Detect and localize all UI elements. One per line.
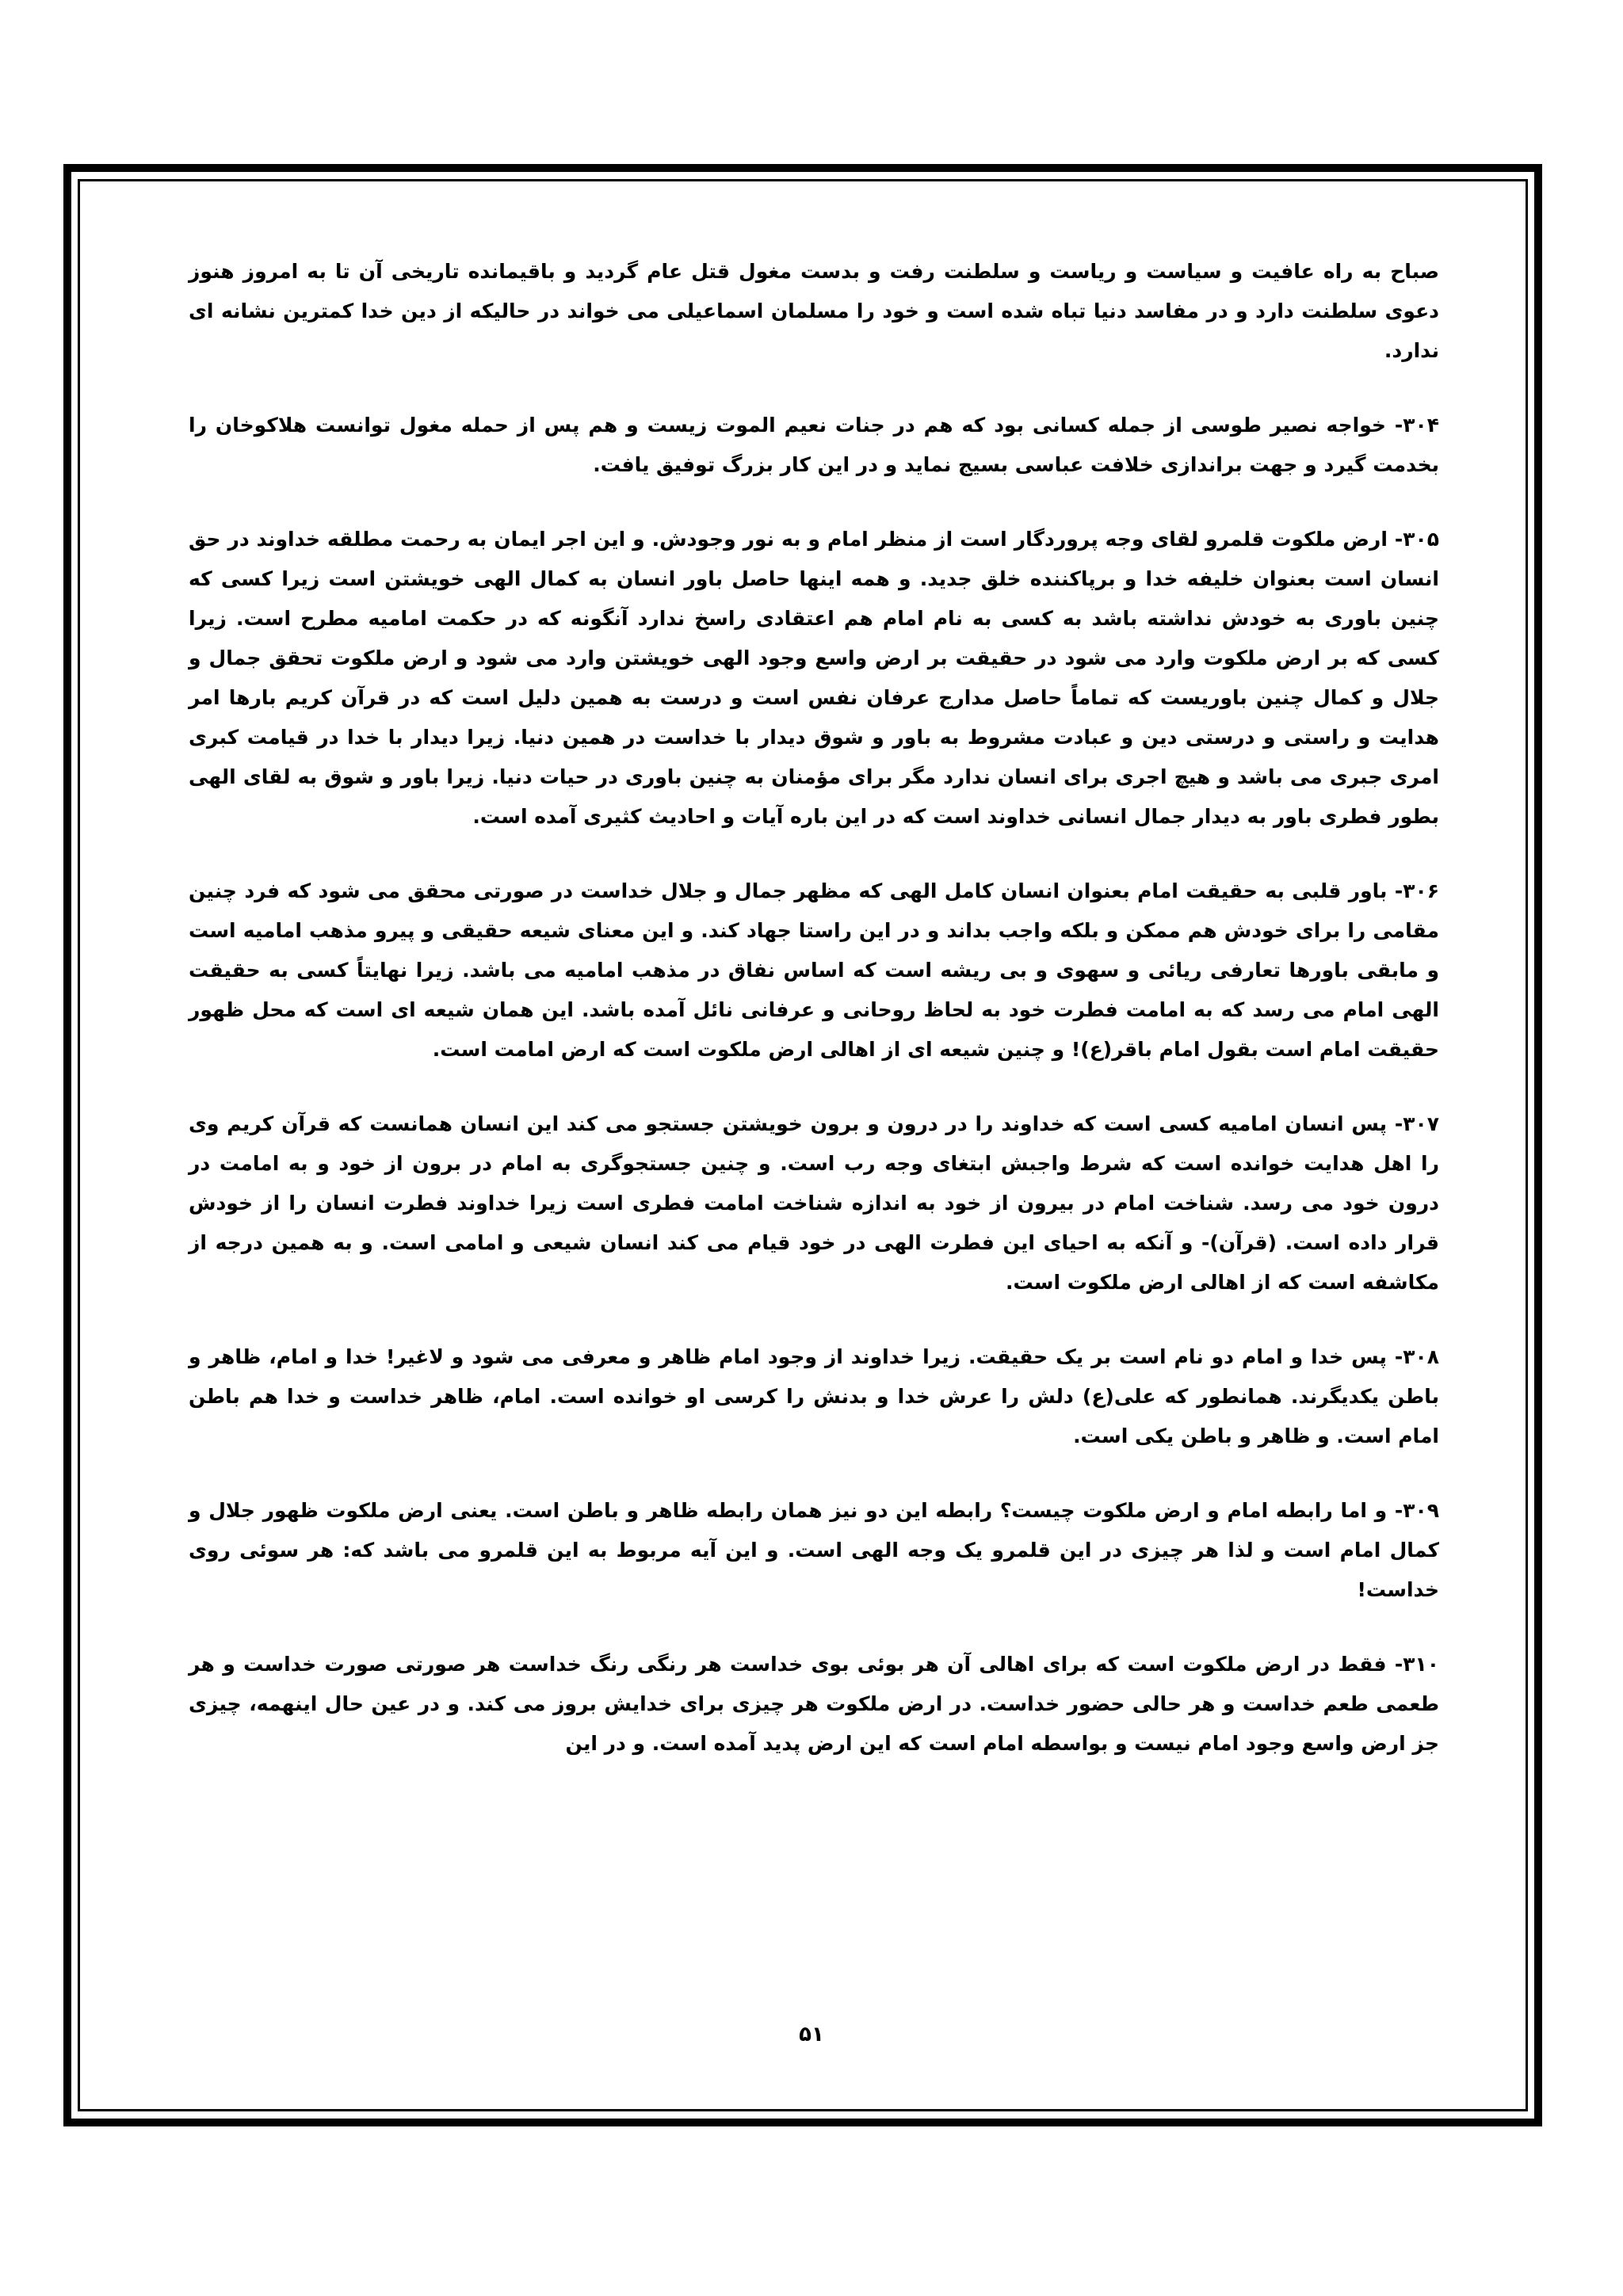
- paragraph-307: ۳۰۷- پس انسان امامیه کسی است که خداوند را در درون و برون خویشتن جستجو می کند این انسان همانست که قرآن کریم وی را اهل هدایت خوانده است که شرط واجبش ابتغای وجه رب است. و چنین جستجوگری به امام در برون از خود و به امامت در درون خود می رسد. شناخت امام در بیرون از خود به اندازه شناخت امامت فطری است زیرا خداوند فطرت انسان را از خودش قرار داده است. (قرآن)- و آنکه به احیای این فطرت الهی در خود قیام می کند انسان شیعی و امامی است. و به همین درجه از مکاشفه است که از اهالی ارض ملکوت است.: [189, 1112, 1439, 1294]
- paragraph-308: ۳۰۸- پس خدا و امام دو نام است بر یک حقیقت. زیرا خداوند از وجود امام ظاهر و معرفی می شود و لاغیر! خدا و امام، ظاهر و باطن یکدیگرند. همانطور که علی(ع) دلش را عرش خدا و بدنش را کرسی او خوانده است. امام، ظاهر خداست و خدا هم باطن امام است. و ظاهر و باطن یکی است.: [189, 1345, 1439, 1447]
- paragraph-306: ۳۰۶- باور قلبی به حقیقت امام بعنوان انسان کامل الهی که مظهر جمال و جلال خداست در صورتی محقق می شود که فرد چنین مقامی را برای خودش هم ممکن و بلکه واجب بداند و در این راستا جهاد کند. و این معنای شیعه حقیقی و پیرو مذهب امامیه است و مابقی باورها تعارفی ریائی و سهوی و بی ریشه است که اساس نفاق در مذهب امامیه می باشد. زیرا نهایتاً کسی به حقیقت الهی امام می رسد که به امامت فطرت خود به لحاظ روحانی و عرفانی نائل آمده باشد. این همان شیعه ای است که محل ظهور حقیقت امام است بقول امام باقر(ع)! و چنین شیعه ای از اهالی ارض ملکوت است که ارض امامت است.: [189, 879, 1439, 1061]
- page-number: ۵۱: [799, 2023, 824, 2046]
- paragraph-310: ۳۱۰- فقط در ارض ملکوت است که برای اهالی آن هر بوئی بوی خداست هر رنگی رنگ خداست هر صورتی صورت خداست و هر طعمی طعم خداست و هر حالی حضور خداست. در ارض ملکوت هر چیزی برای خدایش بروز می کند. و در عین حال اینهمه، چیزی جز ارض واسع وجود امام نیست و بواسطه امام است که این ارض پدید آمده است. و در این: [189, 1653, 1439, 1755]
- paragraph-305: ۳۰۵- ارض ملکوت قلمرو لقای وجه پروردگار است از منظر امام و به نور وجودش. و این اجر ایمان به رحمت مطلقه خداوند در حق انسان است بعنوان خلیفه خدا و برپاکننده خلق جدید. و همه اینها حاصل باور انسان به کمال الهی خویشتن است زیرا کسی که چنین باوری به خودش نداشته باشد به کسی به نام امام هم اعتقادی راسخ ندارد آنگونه که در حکمت امامیه مطرح است. زیرا کسی که بر ارض ملکوت وارد می شود در حقیقت بر ارض واسع وجود الهی خویشتن وارد می شود و ارض ملکوت تحقق جمال و جلال و کمال چنین باوریست که تماماً حاصل مدارج عرفان نفس است و درست به همین دلیل است که در قرآن کریم بارها امر هدایت و راستی و درستی دین و عبادت مشروط به باور و شوق دیدار با خداست در همین دنیا. زیرا دیدار با خدا در قیامت کبری امری جبری می باشد و هیچ اجری برای انسان ندارد مگر برای مؤمنان به چنین باوری در حیات دنیا. زیرا باور و شوق به لقای الهی بطور فطری باور به دیدار جمال انسانی خداوند است که در این باره آیات و احادیث کثیری آمده است.: [189, 528, 1439, 828]
- page-body: [189, 252, 1439, 1764]
- paragraph-continuation: صباح به راه عافیت و سیاست و ریاست و سلطنت رفت و بدست مغول قتل عام گردید و باقیمانده تاریخی آن تا به امروز هنوز دعوی سلطنت دارد و در مفاسد دنیا تباه شده است و خود را مسلمان اسماعیلی می خواند در حالیکه از دین خدا کمترین نشانه ای ندارد.: [189, 260, 1439, 362]
- paragraph-309: ۳۰۹- و اما رابطه امام و ارض ملکوت چیست؟ رابطه این دو نیز همان رابطه ظاهر و باطن است. یعنی ارض ملکوت ظهور جلال و کمال امام است و لذا هر چیزی در این قلمرو یک وجه الهی است. و این آیه مربوط به این قلمرو می باشد که: هر سوئی روی خداست!: [189, 1499, 1439, 1601]
- paragraph-304: ۳۰۴- خواجه نصیر طوسی از جمله کسانی بود که هم در جنات نعیم الموت زیست و هم پس از حمله مغول توانست هلاکوخان را بخدمت گیرد و جهت براندازی خلافت عباسی بسیج نماید و در این کار بزرگ توفیق یافت.: [189, 414, 1439, 476]
